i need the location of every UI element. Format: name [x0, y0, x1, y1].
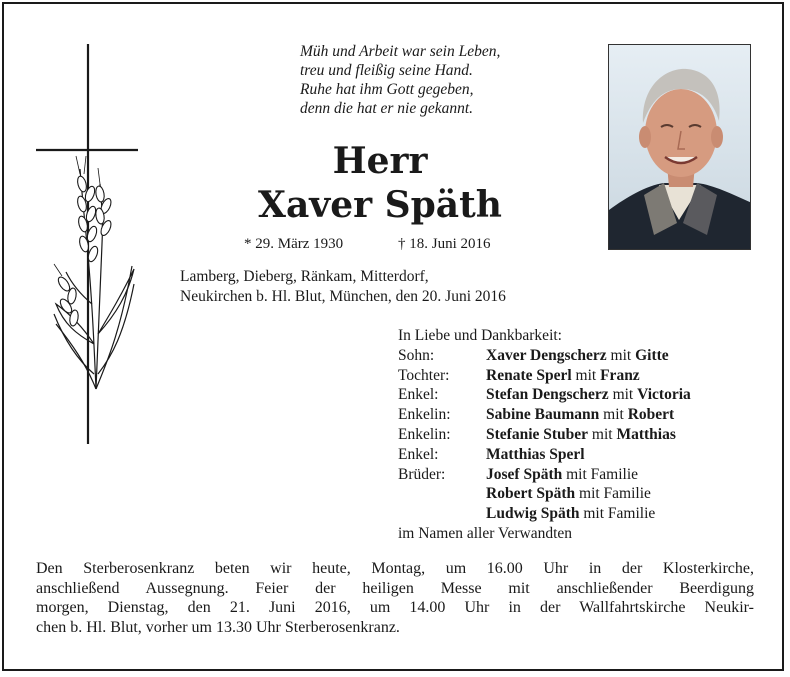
poem-line: denn die hat er nie gekannt. — [300, 100, 474, 117]
connector: mit — [606, 346, 636, 364]
partner-name: Franz — [600, 366, 640, 384]
mourner-name: Ludwig Späth — [486, 505, 580, 523]
list-item — [398, 425, 691, 445]
mourner-name: Matthias Sperl — [486, 445, 585, 463]
connector: mit — [608, 386, 638, 404]
mourner-name: Renate Sperl — [486, 366, 572, 384]
partner-name: Victoria — [637, 386, 691, 404]
deceased-name: Xaver Späth — [258, 184, 502, 226]
service-line: anschließend Aussegnung. Feier der heiligen Messe mit anschließender Beerdigung — [36, 579, 754, 597]
list-item — [398, 366, 691, 386]
mourner-name: Stefanie Stuber — [486, 425, 589, 443]
relation: Enkelin: — [398, 406, 451, 424]
mourner-name: Stefan Dengscherz — [486, 386, 609, 404]
connector: mit — [571, 366, 601, 384]
list-item — [398, 465, 691, 485]
connector: mit — [599, 406, 628, 424]
partner-name: Gitte — [635, 346, 669, 364]
mourner-name: Sabine Baumann — [486, 406, 600, 424]
mourner-name: Xaver Dengscherz — [486, 346, 607, 364]
service-line: Den Sterberosenkranz beten wir heute, Montag, um 16.00 Uhr in der Klosterkirche, — [36, 560, 754, 577]
portrait-photo — [608, 44, 751, 250]
partner-name: Robert — [627, 406, 675, 424]
list-item — [398, 445, 691, 465]
birth-date: * 29. März 1930 — [244, 236, 344, 252]
mourners-list — [398, 326, 691, 544]
relation — [398, 484, 486, 504]
relation: Tochter: — [398, 366, 450, 384]
service-info — [36, 559, 754, 637]
portrait-icon — [609, 45, 751, 250]
connector: mit Familie — [575, 485, 651, 503]
service-line: morgen, Dienstag, den 21. Juni 2016, um 14.00 Uhr in der Wallfahrtskirche Neukir- — [36, 599, 754, 617]
connector: mit Familie — [579, 505, 656, 523]
relation: Enkel: — [398, 445, 439, 463]
relation: Enkel: — [398, 386, 439, 404]
relation — [398, 504, 486, 524]
place-line: Lamberg, Dieberg, Ränkam, Mitterdorf, — [180, 268, 429, 285]
connector: mit — [588, 425, 617, 443]
connector: mit Familie — [562, 465, 639, 483]
place-line: Neukirchen b. Hl. Blut, München, den 20. Juni 2016 — [180, 288, 506, 305]
mourners-closing: im Namen aller Verwandten — [398, 524, 573, 542]
list-item — [398, 484, 691, 504]
list-item — [398, 504, 691, 524]
mourner-name: Robert Späth — [486, 485, 576, 503]
mourners-intro: In Liebe und Dankbarkeit: — [398, 327, 562, 344]
mourner-name: Josef Späth — [486, 465, 563, 483]
poem-line: treu und fleißig seine Hand. — [300, 62, 473, 79]
relation: Sohn: — [398, 346, 435, 364]
list-item — [398, 385, 691, 405]
place-and-date — [180, 267, 506, 307]
partner-name: Matthias — [616, 425, 676, 443]
poem — [300, 42, 570, 118]
list-item — [398, 405, 691, 425]
service-line: chen b. Hl. Blut, vorher um 13.30 Uhr Sterberosenkranz. — [36, 618, 400, 636]
salutation: Herr — [332, 140, 428, 182]
poem-line: Müh und Arbeit war sein Leben, — [300, 43, 501, 60]
poem-line: Ruhe hat ihm Gott gegeben, — [300, 81, 474, 98]
death-date: † 18. Juni 2016 — [398, 236, 491, 252]
cross-with-wheat-icon — [36, 44, 146, 446]
list-item — [398, 346, 691, 366]
relation: Brüder: — [398, 465, 446, 483]
relation: Enkelin: — [398, 425, 451, 443]
